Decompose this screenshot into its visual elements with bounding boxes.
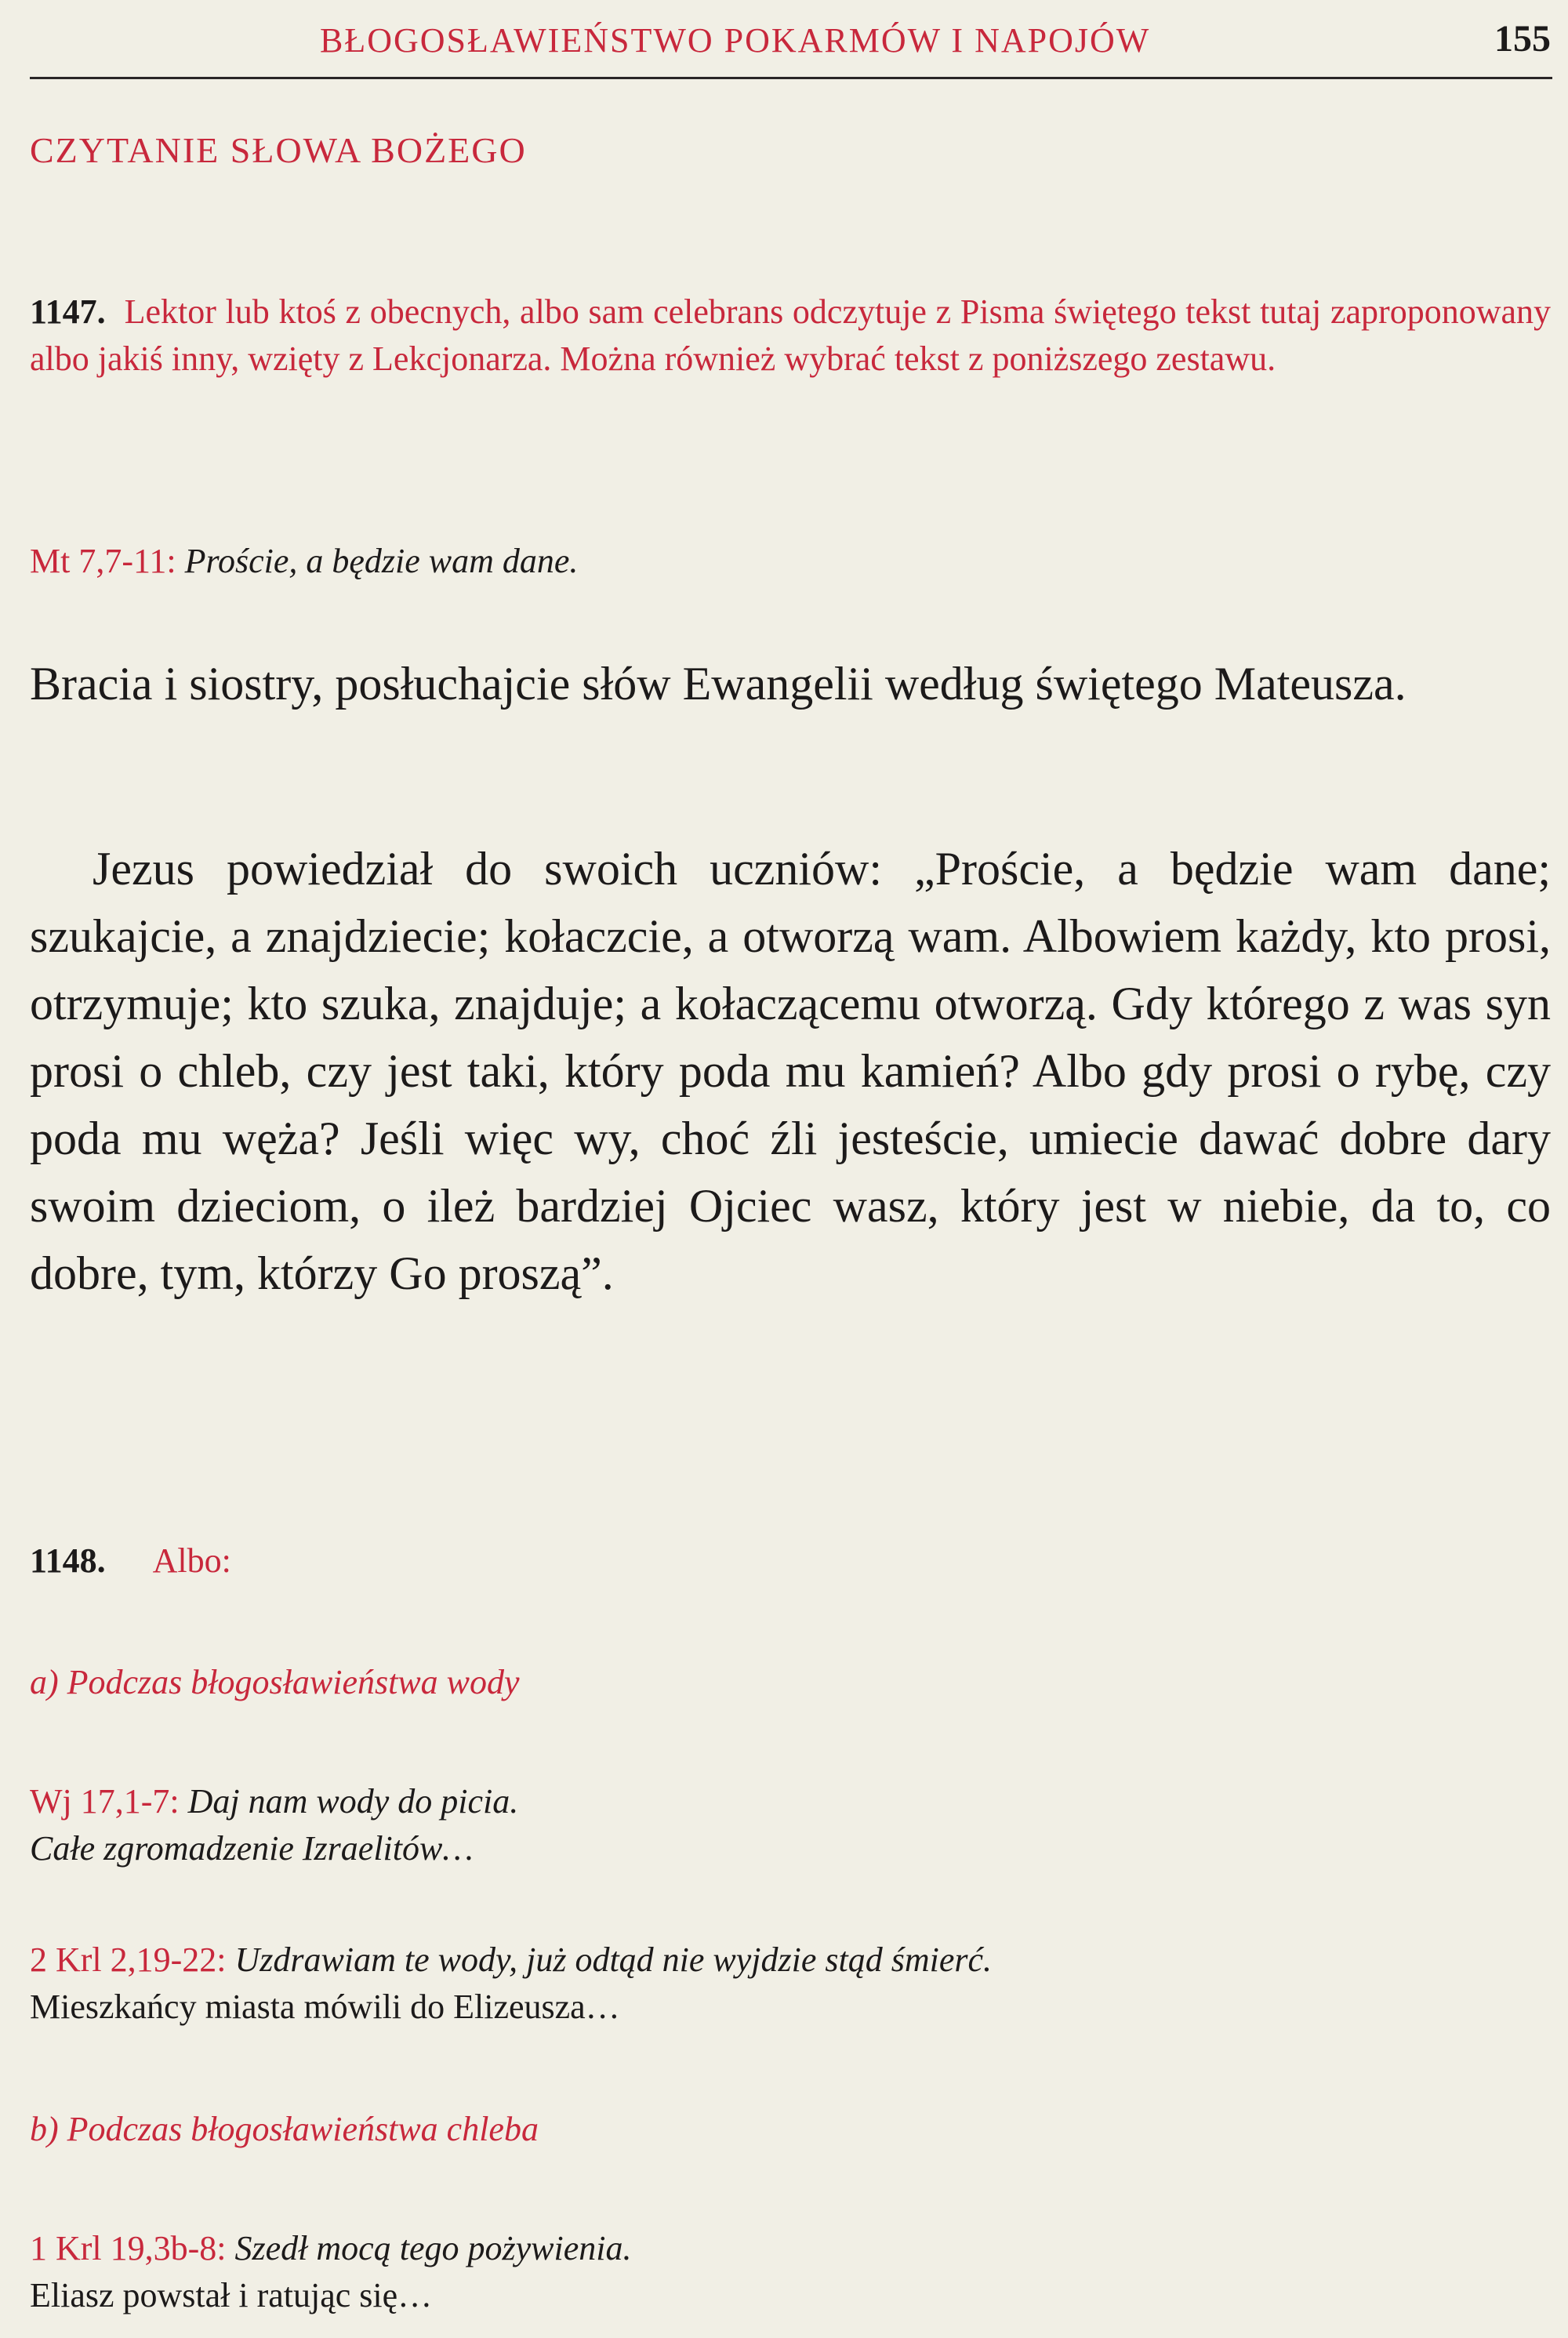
reading-title: Proście, a będzie wam dane. bbox=[184, 542, 579, 580]
citation-title: Szedł mocą tego pożywienia. bbox=[234, 2229, 632, 2267]
paragraph-number: 1147. bbox=[30, 292, 106, 331]
rubric-text: Lektor lub ktoś z obecnych, albo sam celebrans odczytuje z Pisma świętego tekst tutaj zaproponowany albo jakiś inny, wzięty z Lekcjonarza. Można również wybrać tekst z poniższego zestawu. bbox=[30, 292, 1551, 378]
citation-item bbox=[30, 1778, 1551, 1872]
citation-title: Daj nam wody do picia. bbox=[187, 1782, 519, 1821]
citation-title: Uzdrawiam te wody, już odtąd nie wyjdzie stąd śmierć. bbox=[234, 1940, 993, 1979]
running-title: BŁOGOSŁAWIEŃSTWO POKARMÓW I NAPOJÓW bbox=[320, 21, 1151, 60]
reading-reference bbox=[30, 541, 1551, 581]
citation-reference: 1 Krl 19,3b-8: bbox=[30, 2229, 227, 2267]
reading-citation: Mt 7,7-11: bbox=[30, 542, 176, 580]
rubric-1147 bbox=[30, 289, 1551, 383]
subheading-bread: b) Podczas błogosławieństwa chleba bbox=[30, 2110, 539, 2148]
reading-introduction: Bracia i siostry, posłuchajcie słów Ewangelii według świętego Mateusza. bbox=[30, 658, 1406, 710]
citation-reference: 2 Krl 2,19-22: bbox=[30, 1940, 227, 1979]
page-number: 155 bbox=[1494, 18, 1551, 60]
citation-item bbox=[30, 2225, 1551, 2319]
citation-item bbox=[30, 1937, 1551, 2031]
citation-incipit: Całe zgromadzenie Izraelitów… bbox=[30, 1829, 474, 1868]
paragraph-number: 1148. bbox=[30, 1541, 106, 1580]
subheading-water: a) Podczas błogosławieństwa wody bbox=[30, 1663, 520, 1701]
running-header bbox=[30, 16, 1552, 79]
rubric-text: Albo: bbox=[152, 1541, 231, 1580]
citation-incipit: Mieszkańcy miasta mówili do Elizeusza… bbox=[30, 1988, 620, 2026]
gospel-text: Jezus powiedział do swoich uczniów: „Proście, a będzie wam dane; szukajcie, a znajdziecie; kołaczcie, a otworzą wam. Albowiem każdy, kto prosi, otrzymuje; kto szuka, znajduje; a kołaczącemu otworzą. Gdy którego z was syn prosi o chleb, czy jest taki, który poda mu kamień? Albo gdy prosi o rybę, czy poda mu węża? Jeśli więc wy, choć źli jesteście, umiecie dawać dobre dary swoim dzieciom, o ileż bardziej Ojciec wasz, który jest w niebie, da to, co dobre, tym, którzy Go proszą”. bbox=[30, 843, 1551, 1299]
citation-incipit: Eliasz powstał i ratując się… bbox=[30, 2276, 433, 2314]
section-heading: CZYTANIE SŁOWA BOŻEGO bbox=[30, 130, 527, 170]
rubric-1148 bbox=[30, 1541, 1551, 1581]
citation-reference: Wj 17,1-7: bbox=[30, 1782, 180, 1821]
